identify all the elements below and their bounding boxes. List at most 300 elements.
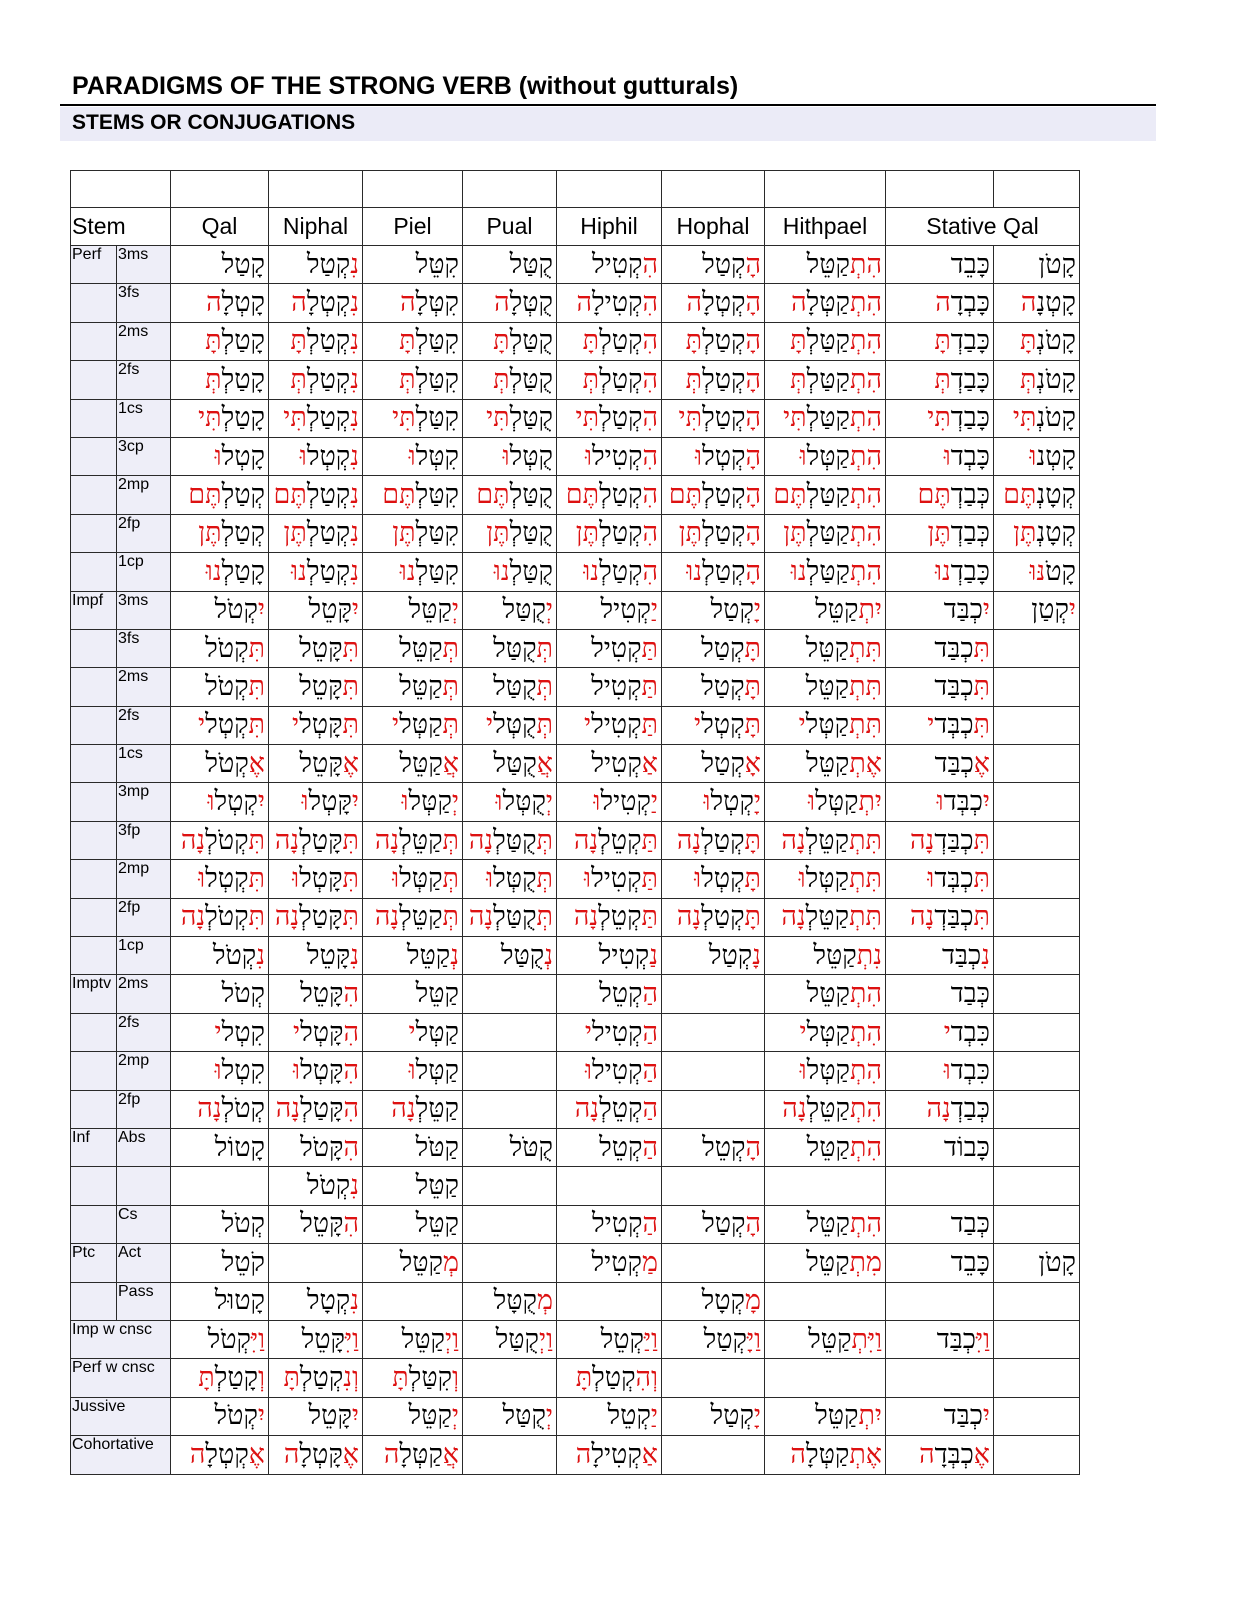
row-person-label: 2mp <box>117 476 171 514</box>
form-prefix: הַ <box>642 1054 658 1086</box>
form-stem: קַטֵּל <box>399 632 443 664</box>
verb-form-cell <box>171 1244 269 1282</box>
form-suffix: י <box>292 1016 301 1048</box>
form-stem: קֻטַּלְ <box>509 555 553 587</box>
verb-form-cell <box>994 322 1080 360</box>
form-stem: קִטַּלְ <box>415 479 459 511</box>
verb-form-cell <box>269 1128 363 1166</box>
form-suffix: תְּ <box>290 363 307 395</box>
verb-form-cell <box>363 1397 463 1435</box>
verb-form-cell <box>269 399 363 437</box>
form-stem: קֻטַּל <box>493 670 537 702</box>
form-stem: קֻטַּל <box>493 632 537 664</box>
form-suffix: נָה <box>910 824 935 856</box>
form-prefix: נִ <box>350 517 359 549</box>
form-stem: קְטִיל <box>592 1016 643 1048</box>
form-suffix: נָה <box>573 824 599 856</box>
form-stem: קַטְּל <box>805 709 850 741</box>
table-row <box>71 399 1080 437</box>
verb-form-cell <box>463 629 557 667</box>
form-stem: קַטְּל <box>399 862 443 894</box>
verb-form-cell <box>994 706 1080 744</box>
verb-form-cell <box>171 1359 269 1397</box>
verb-form-cell <box>994 1013 1080 1051</box>
verb-form-cell <box>662 553 765 591</box>
verb-form-cell <box>557 629 662 667</box>
form-stem: קְטַלְ <box>599 402 643 434</box>
form-prefix: תִּ <box>973 632 990 664</box>
verb-form-cell <box>994 898 1080 936</box>
form-suffix: נָה <box>197 1093 222 1125</box>
verb-form-cell <box>886 1052 994 1090</box>
form-stem: קָטַל <box>221 248 265 280</box>
form-suffix: י <box>694 709 702 741</box>
form-suffix: תֶּן <box>1013 517 1037 549</box>
form-prefix: הָ <box>745 287 761 319</box>
verb-form-cell <box>269 1359 363 1397</box>
form-stem: קַטְּל <box>806 440 850 472</box>
form-stem: קַטֵּל <box>415 1208 459 1240</box>
form-suffix: וּ <box>301 786 309 818</box>
form-stem: קֻטַּלְ <box>493 824 537 856</box>
form-suffix: וּ <box>808 786 816 818</box>
form-stem: קַטֵּלְ <box>805 901 850 933</box>
verb-form-cell <box>363 591 463 629</box>
form-suffix: נָה <box>274 824 300 856</box>
form-suffix: וּ <box>214 1054 222 1086</box>
form-stem: קְטַלְ <box>702 555 746 587</box>
form-suffix: ה <box>383 1438 400 1470</box>
verb-form-cell <box>994 1436 1080 1474</box>
verb-form-cell <box>765 1320 886 1358</box>
form-prefix: נִ <box>350 325 359 357</box>
form-prefix: הָ <box>745 440 761 472</box>
form-suffix: נוּ <box>583 555 600 587</box>
form-prefix: הָ <box>745 325 761 357</box>
form-suffix: וּ <box>502 440 510 472</box>
verb-form-cell <box>662 783 765 821</box>
form-prefix: הִתְ <box>850 555 882 587</box>
form-prefix: תְּ <box>536 709 553 741</box>
form-stem: קַטְּל <box>408 786 452 818</box>
verb-form-cell <box>363 1205 463 1243</box>
form-suffix: י <box>486 709 494 741</box>
form-suffix: תֶּם <box>773 479 807 511</box>
verb-form-cell <box>171 668 269 706</box>
form-suffix: ה <box>206 287 222 319</box>
verb-form-cell <box>886 1244 994 1282</box>
form-suffix: וּ <box>292 862 300 894</box>
form-suffix: נוּ <box>291 555 307 587</box>
verb-form-cell <box>463 1282 557 1320</box>
form-prefix: תִּ <box>342 709 359 741</box>
form-suffix: ה <box>494 287 510 319</box>
form-stem: קַטַּלְ <box>806 363 850 395</box>
verb-form-cell <box>463 821 557 859</box>
form-stem: קַטֵּל <box>805 632 850 664</box>
form-prefix: תִּ <box>973 862 990 894</box>
form-stem: קְטֹל <box>212 939 257 971</box>
verb-form-cell <box>994 1282 1080 1320</box>
verb-form-cell <box>363 1128 463 1166</box>
form-prefix: הִתְ <box>850 1093 882 1125</box>
form-suffix: וּ <box>486 862 494 894</box>
form-stem: קָטַלְ <box>221 363 265 395</box>
form-prefix: הִתְ <box>850 402 882 434</box>
form-stem: קָּטֵל <box>299 632 343 664</box>
table-row <box>71 322 1080 360</box>
table-row <box>71 246 1080 284</box>
verb-form-cell <box>886 745 994 783</box>
verb-form-cell <box>269 1436 363 1474</box>
form-stem: קַטֵּל <box>806 1246 850 1278</box>
verb-form-cell <box>765 1167 886 1205</box>
form-suffix: נוּ <box>205 555 222 587</box>
verb-form-cell <box>557 1397 662 1435</box>
row-person-label: 2fs <box>117 361 171 399</box>
form-stem: קְטֹל <box>205 632 249 664</box>
form-prefix: תִּ <box>973 709 990 741</box>
row-person-label: 2mp <box>117 860 171 898</box>
form-stem: קְטַלְ <box>599 555 643 587</box>
form-stem: קֻטְּל <box>493 709 537 741</box>
row-person-label: 2fs <box>117 1013 171 1051</box>
form-prefix: יְ <box>451 594 459 626</box>
form-stem: קַטֵּל <box>399 747 443 779</box>
verb-form-cell <box>557 1320 662 1358</box>
verb-form-cell <box>994 860 1080 898</box>
form-stem: קְטֵלְ <box>598 901 642 933</box>
row-person-label: Act <box>117 1244 171 1282</box>
form-stem: קַטֵּל <box>815 594 859 626</box>
form-prefix: אֶ <box>973 1438 990 1470</box>
verb-form-cell <box>662 821 765 859</box>
form-stem: קֻטְּלָ <box>509 287 553 319</box>
form-suffix: תִּי <box>678 402 703 434</box>
form-stem: קְטַל <box>708 939 753 971</box>
verb-form-cell <box>886 783 994 821</box>
form-prefix: מָ <box>744 1285 761 1317</box>
form-suffix: וּ <box>214 440 222 472</box>
form-prefix: תָּ <box>744 670 761 702</box>
form-stem: קֻטַּלְ <box>493 901 537 933</box>
form-prefix: יְ <box>451 1400 459 1432</box>
form-stem: קְטַלְ <box>702 402 746 434</box>
table-row <box>71 1244 1080 1282</box>
form-stem: קִטְּל <box>415 440 459 472</box>
verb-form-cell <box>994 1359 1080 1397</box>
verb-form-cell <box>269 322 363 360</box>
form-prefix: הַ <box>642 1131 658 1163</box>
verb-form-cell <box>557 476 662 514</box>
verb-form-cell <box>765 937 886 975</box>
table-row <box>71 1052 1080 1090</box>
verb-form-cell <box>557 898 662 936</box>
verb-form-cell <box>171 1320 269 1358</box>
verb-form-cell <box>662 1244 765 1282</box>
verb-form-cell <box>363 1013 463 1051</box>
form-stem: קְטַלְ <box>702 325 746 357</box>
verb-form-cell <box>463 745 557 783</box>
row-person-label: Cs <box>117 1205 171 1243</box>
form-suffix: נָה <box>781 901 806 933</box>
form-stem: כָּבְד <box>950 440 990 472</box>
verb-form-cell <box>463 898 557 936</box>
row-person-label: 2fs <box>117 706 171 744</box>
form-prefix: תִּ <box>973 824 990 856</box>
form-suffix: נוּ <box>399 555 416 587</box>
verb-form-cell <box>363 1244 463 1282</box>
form-prefix: יָ <box>753 594 761 626</box>
form-stem: קַטֵּל <box>815 1400 859 1432</box>
verb-form-cell <box>269 1167 363 1205</box>
form-suffix: תָּ <box>392 1362 409 1394</box>
form-stem: קֻטַּל <box>493 747 537 779</box>
row-group-label <box>71 745 117 783</box>
form-stem: כָּבוֹד <box>943 1131 990 1163</box>
row-group-label <box>71 937 117 975</box>
form-prefix: תִּ <box>342 632 359 664</box>
verb-form-cell <box>463 937 557 975</box>
verb-form-cell <box>363 783 463 821</box>
form-suffix: תֶּן <box>575 517 600 549</box>
verb-form-cell <box>269 514 363 552</box>
paradigm-table <box>70 170 1080 1475</box>
form-stem: קָּטֹל <box>300 1131 344 1163</box>
table-row <box>71 514 1080 552</box>
form-stem: קֻטְּל <box>509 440 553 472</box>
form-suffix: י <box>943 1016 951 1048</box>
form-stem: קַטְּל <box>815 786 859 818</box>
form-stem: קָּטְל <box>308 786 352 818</box>
form-stem: קָטַלְ <box>214 1362 259 1394</box>
form-prefix: יִ <box>982 1400 990 1432</box>
verb-form-cell <box>269 1205 363 1243</box>
verb-form-cell <box>765 246 886 284</box>
form-stem: קָטַלְ <box>221 402 265 434</box>
form-stem: קְטֹל <box>214 594 258 626</box>
verb-form-cell <box>662 937 765 975</box>
form-stem: קְטַלְ <box>306 325 351 357</box>
form-stem: קְטֹל <box>207 1323 251 1355</box>
form-prefix: תְּ <box>536 824 553 856</box>
verb-form-cell <box>171 1167 269 1205</box>
verb-form-cell <box>463 1167 557 1205</box>
form-suffix: וּ <box>495 786 503 818</box>
form-prefix: תְּ <box>442 901 459 933</box>
form-prefix: נִ <box>256 939 265 971</box>
form-prefix: יִ <box>257 594 265 626</box>
form-stem: קְטַלְ <box>306 479 351 511</box>
verb-form-cell <box>269 1090 363 1128</box>
form-stem: קַטֵּלְ <box>399 824 443 856</box>
column-header: Stative Qal <box>886 208 1080 246</box>
verb-form-cell <box>171 514 269 552</box>
verb-form-cell <box>662 591 765 629</box>
form-prefix: נִ <box>350 363 359 395</box>
form-prefix: הַ <box>642 1208 658 1240</box>
form-prefix: תִּתְ <box>849 632 882 664</box>
verb-form-cell <box>557 246 662 284</box>
verb-form-cell <box>765 783 886 821</box>
form-prefix: הִ <box>343 978 359 1010</box>
form-stem: קָּטְל <box>299 709 343 741</box>
form-prefix: הִ <box>642 248 658 280</box>
form-stem: קַטְּלָ <box>399 1438 443 1470</box>
verb-form-cell <box>269 1052 363 1090</box>
form-stem: קֻטַּלְ <box>509 402 553 434</box>
verb-form-cell <box>171 1282 269 1320</box>
verb-form-cell <box>662 1397 765 1435</box>
form-prefix: נִ <box>350 1170 359 1202</box>
form-prefix: אַ <box>641 747 658 779</box>
blank-cell <box>765 171 886 208</box>
row-person-label: 2ms <box>117 975 171 1013</box>
form-suffix: י <box>198 709 206 741</box>
form-prefix: הָ <box>745 1131 761 1163</box>
verb-form-cell <box>463 860 557 898</box>
form-suffix: ה <box>189 1438 206 1470</box>
form-stem: קְטַלְ <box>299 1362 344 1394</box>
row-group-label <box>71 821 117 859</box>
verb-form-cell <box>662 1128 765 1166</box>
form-suffix: וּ <box>943 1054 951 1086</box>
form-prefix: הִ <box>642 440 658 472</box>
form-stem: קְטְל <box>701 862 745 894</box>
form-prefix: אַ <box>641 1438 658 1470</box>
form-stem: כְבְּד <box>934 862 974 894</box>
table-row <box>71 629 1080 667</box>
form-stem: קַטֵּל <box>401 1323 445 1355</box>
form-prefix: וַיִּ <box>251 1323 265 1355</box>
form-stem: קְטִיל <box>592 248 643 280</box>
form-stem: קֻטְּל <box>493 862 537 894</box>
form-prefix: תִּ <box>342 670 359 702</box>
form-suffix: נָה <box>781 824 806 856</box>
form-stem: קַטְּל <box>806 1054 850 1086</box>
form-suffix: תְּ <box>582 363 600 395</box>
verb-form-cell <box>994 1167 1080 1205</box>
form-stem: קְטַל <box>710 1400 754 1432</box>
verb-form-cell <box>269 591 363 629</box>
row-group-label <box>71 1090 117 1128</box>
form-stem: קֻטַּלְ <box>509 363 553 395</box>
form-stem: קַטְּל <box>399 709 443 741</box>
verb-form-cell <box>269 437 363 475</box>
table-row <box>71 1167 1080 1205</box>
verb-form-cell <box>463 1359 557 1397</box>
row-person-label: 3fp <box>117 821 171 859</box>
form-prefix: אֶ <box>248 1438 265 1470</box>
verb-form-cell <box>557 821 662 859</box>
form-prefix: נִ <box>350 248 359 280</box>
form-prefix: תַּ <box>641 824 658 856</box>
form-prefix: תָּ <box>744 901 761 933</box>
form-stem: קִטְל <box>221 1054 265 1086</box>
verb-form-cell <box>171 1128 269 1166</box>
verb-form-cell <box>557 361 662 399</box>
form-suffix: תָּ <box>685 325 703 357</box>
column-header: Piel <box>363 208 463 246</box>
form-stem: קְטַלְ <box>306 363 351 395</box>
verb-form-cell <box>463 284 557 322</box>
verb-form-cell <box>463 1397 557 1435</box>
verb-form-cell <box>463 514 557 552</box>
verb-form-cell <box>886 361 994 399</box>
form-suffix: תִּי <box>1012 402 1037 434</box>
form-stem: קֻטַּל <box>502 1400 546 1432</box>
form-suffix: וּ <box>299 440 307 472</box>
form-stem: קֻטַּל <box>509 248 553 280</box>
verb-form-cell <box>269 284 363 322</box>
row-person-label: 3fs <box>117 284 171 322</box>
form-stem: כָּבֵד <box>950 1246 990 1278</box>
form-stem: קְטֹל <box>306 1170 351 1202</box>
form-prefix: אֶ <box>342 1438 359 1470</box>
verb-form-cell <box>765 745 886 783</box>
form-suffix: וּ <box>799 1054 807 1086</box>
form-suffix: תֶּם <box>273 479 307 511</box>
form-prefix: הִ <box>343 1016 359 1048</box>
form-prefix: הָ <box>745 479 761 511</box>
form-prefix: יִ <box>982 786 990 818</box>
form-stem: קְטִיל <box>592 440 643 472</box>
form-prefix: תִּתְ <box>849 709 882 741</box>
table-row <box>71 1282 1080 1320</box>
verb-form-cell <box>662 860 765 898</box>
verb-form-cell <box>765 553 886 591</box>
verb-form-cell <box>363 284 463 322</box>
row-person-label: 3fs <box>117 629 171 667</box>
row-person-label: 3mp <box>117 783 171 821</box>
verb-form-cell <box>557 783 662 821</box>
verb-form-cell <box>994 975 1080 1013</box>
form-stem: כְבַּד <box>943 1400 983 1432</box>
verb-form-cell <box>171 591 269 629</box>
verb-form-cell <box>662 514 765 552</box>
verb-form-cell <box>557 399 662 437</box>
blank-cell <box>886 171 994 208</box>
form-stem: קִטֵּל <box>415 248 459 280</box>
verb-form-cell <box>994 437 1080 475</box>
form-stem: קַטֵּל <box>808 1323 852 1355</box>
table-row <box>71 476 1080 514</box>
form-stem: קְטֵלְ <box>598 824 642 856</box>
table-row <box>71 1359 1080 1397</box>
verb-form-cell <box>463 1244 557 1282</box>
form-prefix: יִ <box>351 1400 359 1432</box>
form-prefix: תָּ <box>744 709 761 741</box>
form-prefix: וַיִּ <box>976 1323 990 1355</box>
form-stem: קְטֵל <box>599 1131 643 1163</box>
form-stem: כְבַּד <box>943 594 983 626</box>
verb-form-cell <box>886 898 994 936</box>
form-prefix: יַ <box>650 786 658 818</box>
form-prefix: תִּ <box>248 862 265 894</box>
form-stem: כְבְּדָ <box>934 1438 974 1470</box>
form-prefix: יָ <box>753 786 761 818</box>
form-suffix: נָה <box>676 901 702 933</box>
form-suffix: ה <box>291 287 307 319</box>
blank-cell <box>171 171 269 208</box>
form-prefix: תְּ <box>442 824 459 856</box>
form-suffix: ה <box>283 1438 300 1470</box>
form-suffix: תֶּם <box>188 479 222 511</box>
form-stem: קָטֹנְ <box>1036 402 1076 434</box>
table-row <box>71 1128 1080 1166</box>
blank-cell <box>557 171 662 208</box>
form-prefix: וְהִ <box>635 1362 658 1394</box>
